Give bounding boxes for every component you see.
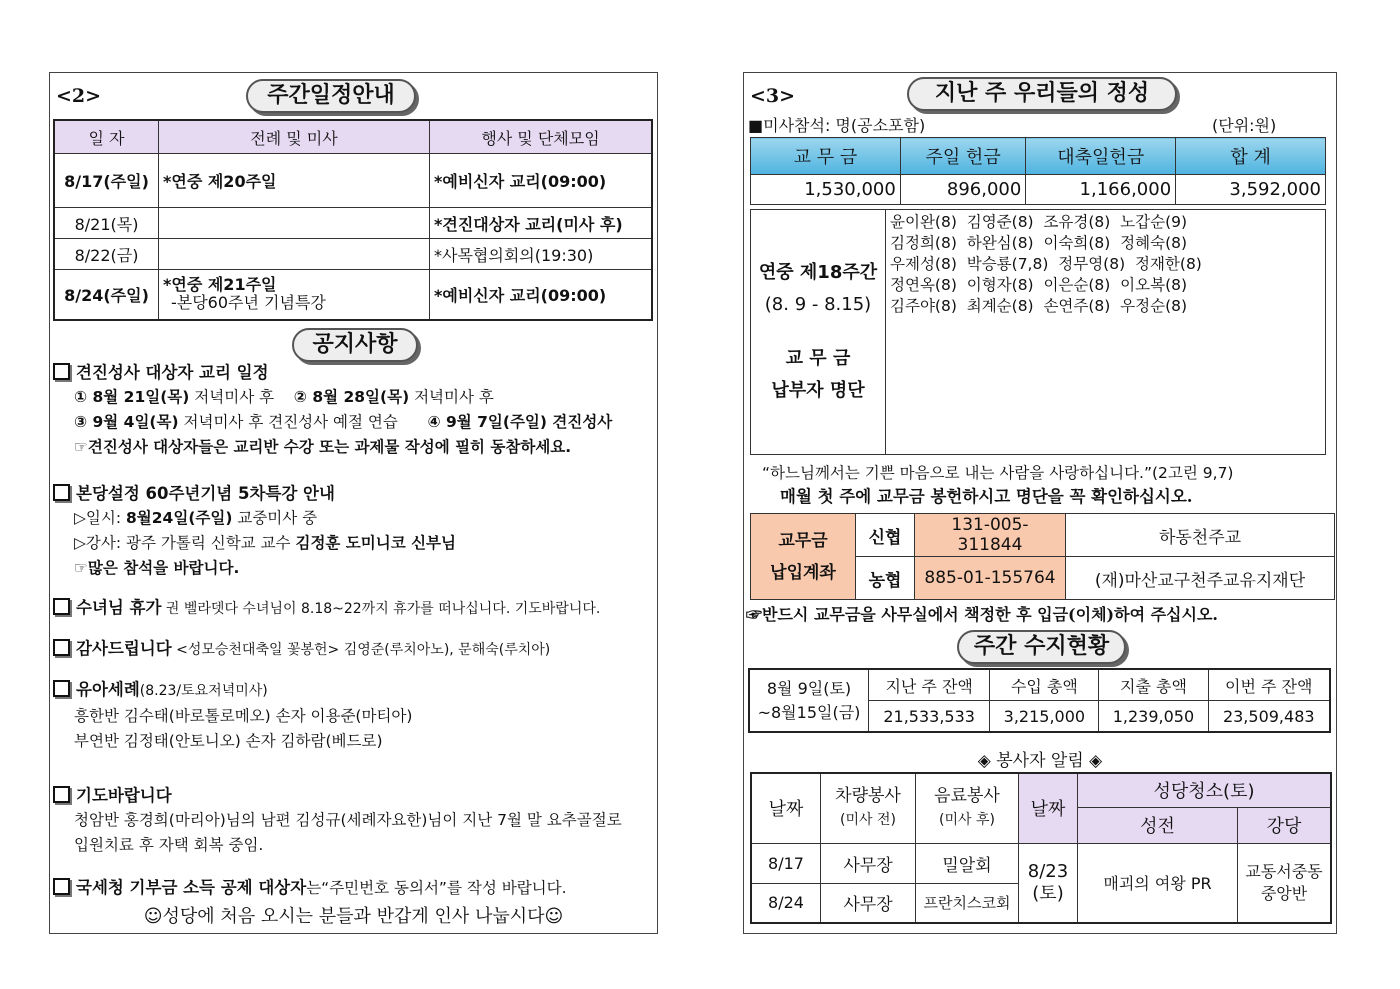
schedule-event: *견진대상자 교리(미사 후): [430, 208, 653, 239]
volunteer-date: 8/24: [751, 883, 821, 923]
col-header: 전례 및 미사: [159, 120, 430, 154]
finance-period: 8월 9일(토): [766, 678, 852, 698]
account-label: 납입계좌: [770, 562, 836, 583]
col-header: 교 무 금: [751, 138, 901, 175]
col-header: 성당청소(토): [1078, 773, 1332, 807]
notice-text: 흥한반 김수태(바로톨로메오) 손자 이용준(마티아): [74, 707, 413, 725]
account-note: ☞반드시 교무금을 사무실에서 책정한 후 입금(이체)하여 주십시오.: [746, 605, 1218, 624]
col-header: 이번 주 잔액: [1208, 669, 1330, 701]
notice-text: 는“주민번호 동의서”를 작성 바랍니다.: [306, 879, 567, 897]
notice-lecture: [53, 481, 456, 581]
donor-line: 김주야(8) 최계순(8) 손연주(8) 우정순(8): [890, 297, 1188, 315]
notice-text: 교중미사 중: [232, 509, 318, 527]
col-header: 일 자: [54, 120, 159, 154]
account-label-cell: [751, 514, 856, 600]
scripture-quote: “하느님께서는 기쁜 마음으로 내는 사람을 사랑하십니다.”(2고린 9,7): [762, 464, 1234, 482]
col-header-cell: [916, 773, 1019, 843]
checkbox-square-icon: [53, 598, 70, 615]
account-number: 885-01-155764: [915, 557, 1066, 600]
col-header: 지출 총액: [1099, 669, 1208, 701]
donor-line: 윤이완(8) 김영준(8) 조유경(8) 노갑순(9): [890, 213, 1188, 231]
col-header: 합 계: [1176, 138, 1326, 175]
clean-hall-cell: [1238, 843, 1332, 923]
notice-text: ▷강사: 광주 가톨릭 신학교 교수: [74, 534, 296, 552]
bank-name: 신협: [856, 514, 915, 557]
account-table: [750, 513, 1335, 600]
notice-text: ① 8월 21일(목): [74, 388, 190, 406]
left-page: [49, 72, 658, 934]
offering-value: 1,530,000: [751, 175, 901, 205]
checkbox-square-icon: [53, 878, 70, 895]
bank-name: 농협: [856, 557, 915, 600]
page-number: <3>: [750, 85, 796, 107]
col-header-cell: [821, 773, 916, 843]
volunteer-drink: 밀알회: [916, 843, 1019, 883]
notice-text: 저녁미사 후: [409, 388, 494, 406]
offering-value: 1,166,000: [1026, 175, 1176, 205]
account-holder: 하동천주교: [1066, 514, 1335, 557]
finance-period-cell: [749, 669, 869, 732]
donor-label: 납부자 명단: [771, 380, 865, 401]
col-header: 수입 총액: [990, 669, 1099, 701]
notice-heading: 수녀님 휴가: [76, 598, 162, 617]
notice-text: 권 벨라뎃다 수녀님이 8.18~22까지 휴가를 떠나십니다. 기도바랍니다.: [161, 601, 601, 617]
notice-thanks: [53, 636, 550, 663]
col-header: 차량봉사: [835, 786, 901, 807]
col-header: 날짜: [1019, 773, 1078, 843]
donor-period: (8. 9 - 8.15): [764, 294, 872, 315]
finance-value: 23,509,483: [1208, 701, 1330, 733]
notice-confirmation: [53, 360, 612, 460]
donor-label: 교 무 금: [785, 348, 851, 369]
notice-text: ② 8월 28일(목): [293, 388, 410, 406]
col-header-sub: (미사 전): [840, 812, 896, 829]
notice-text: ☞많은 참석을 바랍니다.: [74, 559, 240, 577]
checkbox-square-icon: [53, 786, 70, 803]
col-header: 날짜: [751, 773, 821, 843]
page-title: 지난 주 우리들의 정성: [907, 77, 1177, 111]
notice-text: (8.23/토요저녁미사): [139, 683, 268, 699]
volunteer-drink: 프란치스코회: [916, 883, 1019, 923]
finance-table: [748, 668, 1331, 733]
schedule-table: [53, 119, 653, 321]
clean-date-cell: [1019, 843, 1078, 923]
checkbox-square-icon: [53, 484, 70, 501]
col-header: 성전: [1078, 807, 1238, 843]
page-number: <2>: [56, 85, 102, 107]
checkbox-square-icon: [53, 639, 70, 656]
notice-text: ④ 9월 7일(주일) 견진성사: [427, 413, 613, 431]
clean-sanctuary: 매괴의 여왕 PR: [1078, 843, 1238, 923]
notice-heading: 국세청 기부금 소득 공제 대상자: [76, 878, 307, 897]
offering-value: 896,000: [900, 175, 1026, 205]
schedule-mass-cell: [159, 270, 430, 320]
finance-value: 1,239,050: [1099, 701, 1208, 733]
col-header: 지난 주 잔액: [869, 669, 990, 701]
offering-value: 3,592,000: [1176, 175, 1326, 205]
account-label: 교무금: [778, 530, 828, 551]
schedule-date: 8/24(주일): [54, 270, 159, 320]
volunteer-car: 사무장: [821, 843, 916, 883]
schedule-mass-sub: -본당60주년 기념특강: [171, 293, 326, 313]
schedule-event: *예비신자 교리(09:00): [430, 270, 653, 320]
monthly-reminder: 매월 첫 주에 교무금 봉헌하시고 명단을 꼭 확인하십시오.: [780, 487, 1193, 506]
donor-week-cell: [751, 210, 886, 455]
finance-value: 21,533,533: [869, 701, 990, 733]
page-title: 주간일정안내: [246, 79, 416, 113]
notice-text: ▷일시:: [74, 509, 127, 527]
notice-baptism: [53, 677, 412, 754]
schedule-mass: *연중 제20주일: [159, 154, 430, 208]
clean-hall: 중앙반: [1260, 883, 1308, 903]
notice-text: 청암반 홍경희(마리아)님의 남편 김성규(세례자요한)님이 지난 7월 말 요추골절로: [74, 811, 622, 829]
notice-text: 입원치료 후 자택 회복 중임.: [74, 836, 264, 854]
schedule-event: *예비신자 교리(09:00): [430, 154, 653, 208]
notice-heading: 본당설정 60주년기념 5차특강 안내: [76, 484, 335, 503]
notice-prayer: [53, 783, 622, 858]
attendance-label: ■미사참석: 명(공소포함): [748, 116, 926, 135]
notice-text: ③ 9월 4일(목): [74, 413, 179, 431]
col-header: 강당: [1238, 807, 1332, 843]
col-header: 행사 및 단체모임: [430, 120, 653, 154]
schedule-date: 8/22(금): [54, 239, 159, 270]
schedule-mass: [159, 208, 430, 239]
col-header: 음료봉사: [934, 786, 1000, 807]
col-header: 대축일헌금: [1026, 138, 1176, 175]
donor-list: [886, 210, 1326, 455]
clean-hall: 교동서중동: [1245, 861, 1323, 881]
notice-heading: 유아세례: [76, 680, 140, 699]
notice-text: 김정훈 도미니코 신부님: [295, 534, 456, 552]
unit-label: (단위:원): [1212, 116, 1277, 135]
offering-table: [750, 137, 1326, 205]
col-header: 주일 헌금: [900, 138, 1026, 175]
volunteer-date: 8/17: [751, 843, 821, 883]
notice-tax: [53, 875, 567, 901]
notice-text: <성모승천대축일 꽃봉헌> 김영준(루치아노), 문해숙(루치아): [171, 642, 551, 658]
notice-title: 공지사항: [292, 328, 418, 362]
donor-line: 우제성(8) 박승룡(7,8) 정무영(8) 정재한(8): [890, 255, 1202, 273]
notice-text: 8월24일(주일): [126, 509, 233, 527]
notice-vacation: [53, 595, 600, 622]
schedule-date: 8/17(주일): [54, 154, 159, 208]
volunteer-table: [750, 772, 1332, 924]
right-page: [743, 72, 1337, 934]
donor-line: 정연옥(8) 이형자(8) 이은순(8) 이오복(8): [890, 276, 1188, 294]
donor-table: [750, 209, 1326, 455]
notice-text: 저녁미사 후 견진성사 예절 연습: [178, 413, 428, 431]
checkbox-square-icon: [53, 363, 70, 380]
finance-value: 3,215,000: [990, 701, 1099, 733]
donor-week: 연중 제18주간: [758, 262, 878, 283]
notice-text: 저녁미사 후: [189, 388, 294, 406]
schedule-event: *사목협의회의(19:30): [430, 239, 653, 270]
notice-text: ☞견진성사 대상자들은 교리반 수강 또는 과제물 작성에 필히 동참하세요.: [74, 438, 572, 456]
schedule-mass: *연중 제21주일: [163, 275, 277, 295]
finance-period: ~8월15일(금): [757, 702, 861, 722]
clean-date: 8/23: [1027, 860, 1069, 882]
col-header-sub: (미사 후): [939, 812, 995, 829]
volunteer-title: ◈ 봉사자 알림 ◈: [977, 751, 1103, 771]
clean-date: (토): [1032, 882, 1064, 904]
schedule-date: 8/21(목): [54, 208, 159, 239]
donor-line: 김정희(8) 하완심(8) 이숙희(8) 정혜숙(8): [890, 234, 1188, 252]
checkbox-square-icon: [53, 680, 70, 697]
notice-heading: 감사드립니다: [76, 639, 172, 658]
finance-title: 주간 수지현황: [957, 630, 1126, 664]
notice-text: 부연반 김정태(안토니오) 손자 김하람(베드로): [74, 732, 383, 750]
account-holder: (재)마산교구천주교유지재단: [1066, 557, 1335, 600]
volunteer-car: 사무장: [821, 883, 916, 923]
closing-greeting: ☺성당에 처음 오시는 분들과 반갑게 인사 나눕시다☺: [143, 906, 564, 927]
notice-heading: 기도바랍니다: [76, 786, 172, 805]
schedule-mass: [159, 239, 430, 270]
account-number: 131-005-311844: [915, 514, 1066, 557]
notice-heading: 견진성사 대상자 교리 일정: [76, 363, 269, 382]
